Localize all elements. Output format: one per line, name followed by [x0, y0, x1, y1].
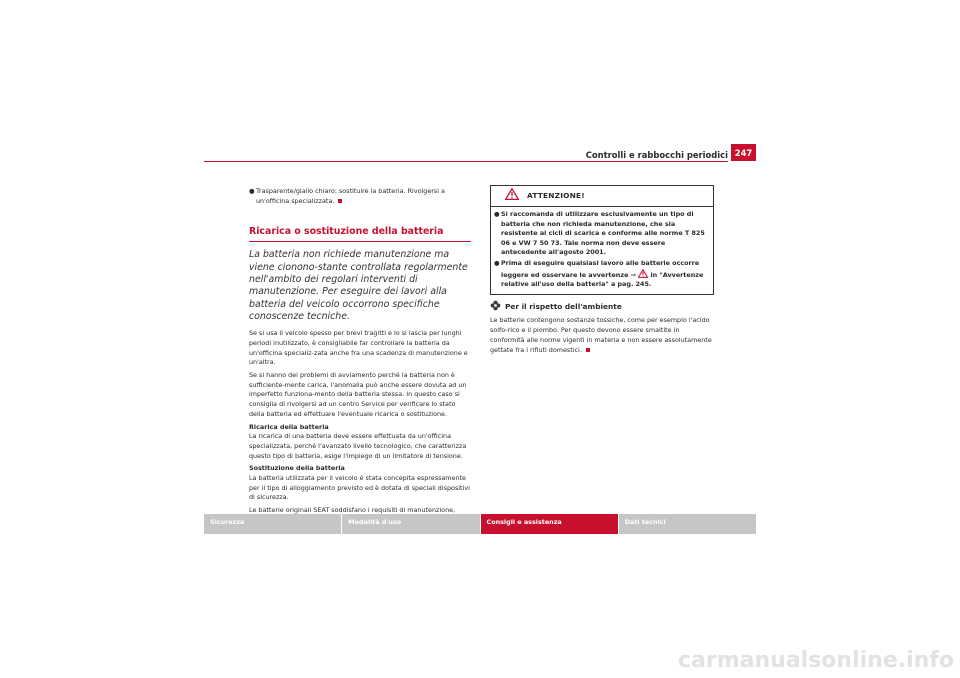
warning-item-text: Si raccomanda di utilizzare esclusivamente un tipo di batteria che non richieda manutenzione, che sia resistente ai cicli di scarica e conforme alle norme T 825 06 e VW 7 50 73. Tale norma non deve essere antecedente all'agosto 2001. [501, 210, 705, 257]
bullet-icon: ● [494, 210, 500, 218]
subsection-charge [249, 423, 471, 462]
watermark: carmanualsonline.info [678, 648, 954, 673]
warning-box [490, 185, 714, 295]
bullet-icon: ● [249, 187, 255, 195]
page-header-title: Controlli e rabbocchi periodici [585, 150, 728, 160]
footer-tab-modalita-uso[interactable]: Modalità d'uso [342, 514, 479, 534]
paragraph: Le batterie originali SEAT soddisfano i requisiti di manutenzione, [249, 506, 456, 515]
environment-label: Per il rispetto dell'ambiente [505, 301, 622, 311]
environment-paragraph: Le batterie contengono sostanze tossiche, come per esempio l'acido solfo-rico e il piombo. Per questo devono essere smaltite in conformità alle norme vigenti in materia e non essere assolutamente gettate fra i rifiuti domestici. [490, 316, 712, 354]
warning-triangle-icon [505, 188, 519, 204]
warning-body [491, 207, 713, 294]
right-column [490, 185, 714, 355]
section-heading: Ricarica o sostituzione della batteria [249, 226, 471, 242]
footer-tab-dati-tecnici[interactable]: Dati tecnici [619, 514, 756, 534]
bullet-text: Trasparente/giallo chiaro: sostituire la batteria. Rivolgersi a un'officina specializzata. [256, 187, 445, 205]
environment-flower-icon [490, 300, 501, 314]
footer-tab-consigli-assistenza[interactable]: Consigli e assistenza [481, 514, 618, 534]
subsection-title: Sostituzione della batteria [249, 464, 345, 473]
subsection-text: La batteria utilizzata per il veicolo è stata concepita espressamente per il tipo di alloggiamento previsto ed è dotata di speciali dispositivi di sicurezza. [249, 474, 470, 502]
end-mark-icon [586, 348, 590, 352]
environment-heading [490, 300, 714, 314]
subsection-replace [249, 464, 471, 503]
footer-tab-sicurezza[interactable]: Sicurezza [204, 514, 341, 534]
section-intro: La batteria non richiede manutenzione ma viene cionono-stante controllata regolarmente nell'ambito dei regolari interventi di manutenzione. Per eseguire dei lavori alla batteria del veicolo occorrono specifiche conoscenze tecniche. [249, 249, 468, 322]
end-mark-icon [338, 199, 342, 203]
bullet-item [249, 187, 471, 206]
warning-label: ATTENZIONE! [527, 191, 585, 201]
header-rule [204, 161, 728, 162]
bullet-icon: ● [494, 258, 500, 267]
warning-item [494, 210, 711, 258]
warning-item [494, 259, 711, 290]
paragraph: Se si usa il veicolo spesso per brevi tragitti e lo si lascia per lunghi periodi inutilizzato, è consigliabile far controllare la batteria da un'officina specializ-zata anche fra una scadenza di manutenzione e un'altra. [249, 329, 468, 367]
page-number: 247 [731, 144, 756, 161]
environment-text [490, 316, 714, 355]
section-body [249, 329, 471, 525]
paragraph: Se si hanno dei problemi di avviamento perché la batteria non è sufficiente-mente carica, l'anomalia può anche essere dovuta ad un imperfetto funziona-mento della batteria stessa. In questo caso si consiglia di rivolgersi ad un centro Service per verificare lo stato della batteria ed effettuare l'eventuale ricarica o sostituzione. [249, 371, 467, 418]
footer-nav [204, 514, 756, 534]
warning-header [491, 186, 713, 207]
inline-warning-triangle-icon [638, 271, 650, 279]
reference-arrow-icon: ⇒ [630, 270, 636, 279]
subsection-title: Ricarica della batteria [249, 422, 329, 431]
subsection-text: La ricarica di una batteria deve essere effettuata da un'officina specializzata, perché l'avanzato livello tecnologico, che caratterizza questo tipo di batteria, esige l'impiego di un limitatore di tensione. [249, 432, 467, 460]
warning-item-text: in "Avvertenze relative all'uso della batteria" a pag. 245. [501, 270, 704, 289]
left-column [249, 187, 471, 529]
warning-item-text: Prima di eseguire qualsiasi lavoro alle batterie occorre leggere ed osservare le avvertenze [501, 258, 700, 279]
